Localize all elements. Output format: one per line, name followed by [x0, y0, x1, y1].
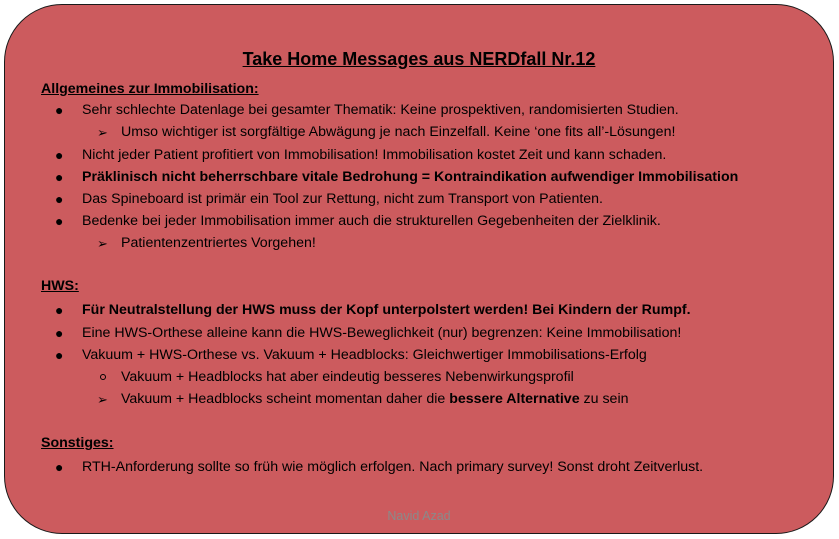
author-footer: Navid Azad — [387, 509, 451, 523]
bullet-icon: ● — [55, 459, 64, 475]
list-item: Vakuum + HWS-Orthese vs. Vakuum + Headblocks: Gleichwertiger Immobilisations-Erfolg — [82, 347, 647, 363]
list-item: Vakuum + Headblocks hat aber eindeutig besseres Nebenwirkungsprofil — [121, 369, 574, 385]
bullet-icon: ● — [55, 302, 64, 318]
bullet-icon: ● — [55, 102, 64, 118]
section-heading-general: Allgemeines zur Immobilisation: — [41, 81, 259, 97]
list-item-emphasis: bessere Alternative — [449, 391, 580, 407]
list-item: Umso wichtiger ist sorgfältige Abwägung je nach Einzelfall. Keine ‘one fits all’-Lösungen! — [121, 124, 676, 140]
bullet-icon: ● — [55, 213, 64, 229]
arrow-icon: ➢ — [97, 125, 108, 140]
list-item-text: zu sein — [579, 391, 629, 407]
take-home-card — [4, 4, 834, 534]
bullet-icon: ● — [55, 147, 64, 163]
list-item: Patientenzentriertes Vorgehen! — [121, 235, 316, 251]
list-item: Nicht jeder Patient profitiert von Immobilisation! Immobilisation kostet Zeit und kann schaden. — [82, 147, 667, 163]
list-item: Bedenke bei jeder Immobilisation immer auch die strukturellen Gegebenheiten der Zielklinik. — [82, 213, 661, 229]
bullet-icon: ● — [55, 325, 64, 341]
list-item: Sehr schlechte Datenlage bei gesamter Thematik: Keine prospektiven, randomisierten Studien. — [82, 102, 679, 118]
circle-bullet-icon — [100, 374, 106, 380]
list-item: Präklinisch nicht beherrschbare vitale Bedrohung = Kontraindikation aufwendiger Immobilisation — [82, 169, 739, 185]
list-item: RTH-Anforderung sollte so früh wie möglich erfolgen. Nach primary survey! Sonst droht Zeitverlust. — [82, 459, 704, 475]
list-item: Für Neutralstellung der HWS muss der Kopf unterpolstert werden! Bei Kindern der Rumpf. — [82, 302, 691, 318]
bullet-icon: ● — [55, 169, 64, 185]
section-heading-other: Sonstiges: — [41, 435, 114, 451]
list-item: Eine HWS-Orthese alleine kann die HWS-Beweglichkeit (nur) begrenzen: Keine Immobilisation! — [82, 325, 682, 341]
section-heading-hws: HWS: — [41, 278, 79, 294]
arrow-icon: ➢ — [97, 236, 108, 251]
card-title: Take Home Messages aus NERDfall Nr.12 — [242, 49, 596, 69]
list-item-text: Vakuum + Headblocks scheint momentan daher die — [121, 391, 450, 407]
arrow-icon: ➢ — [97, 392, 108, 407]
bullet-icon: ● — [55, 347, 64, 363]
list-item — [121, 391, 629, 408]
bullet-icon: ● — [55, 191, 64, 207]
list-item: Das Spineboard ist primär ein Tool zur Rettung, nicht zum Transport von Patienten. — [82, 191, 604, 207]
